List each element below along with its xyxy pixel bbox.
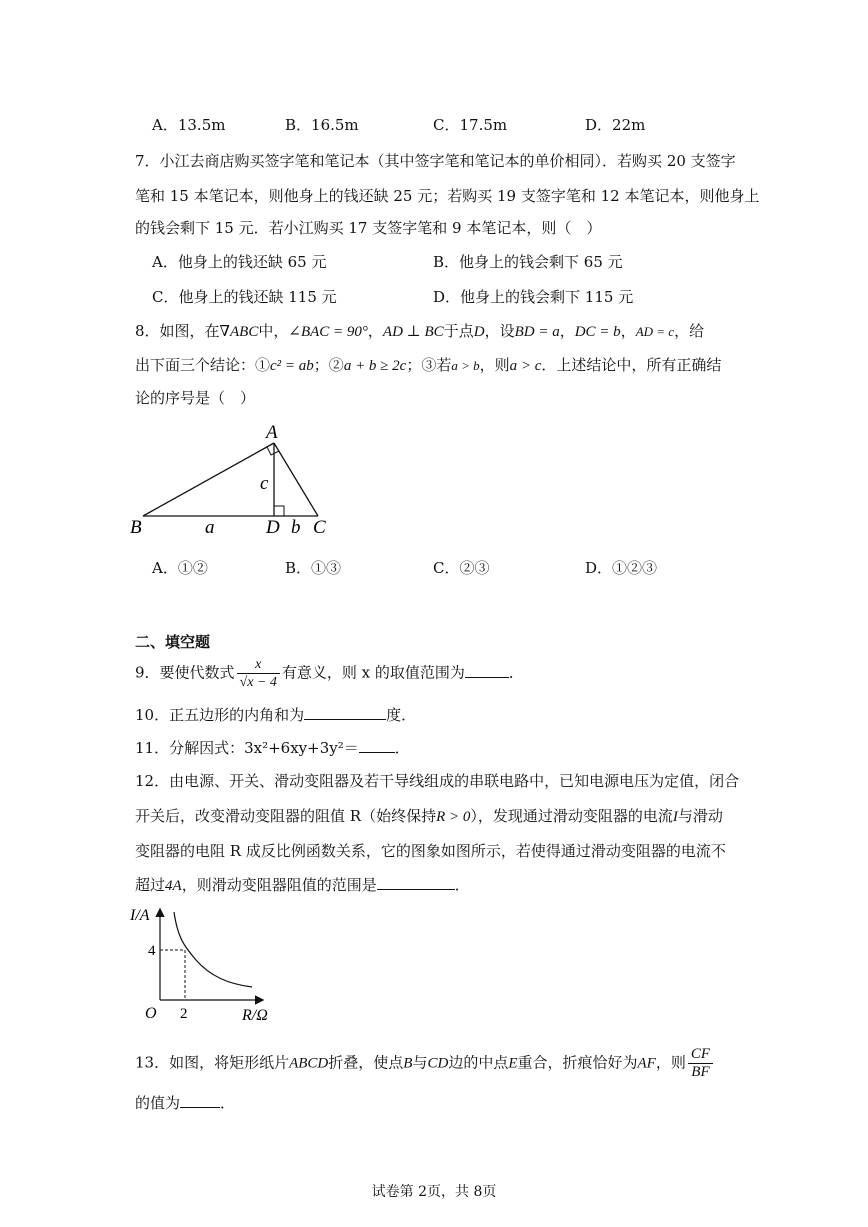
side-ab xyxy=(143,443,274,516)
q13-line-2: 的值为 ． xyxy=(135,1094,236,1112)
q10-answer-blank[interactable] xyxy=(304,705,386,720)
inverse-curve xyxy=(174,912,252,987)
q7-option-c: C．他身上的钱还缺 115 元 xyxy=(152,288,337,306)
x-axis-label: R/Ω xyxy=(242,1007,268,1024)
label-a-vertex: A xyxy=(266,422,278,443)
q13-answer-blank[interactable] xyxy=(180,1093,220,1108)
x-tick-2: 2 xyxy=(180,1006,188,1022)
y-axis-label: I/A xyxy=(130,907,150,924)
q12-line-1: 12．由电源、开关、滑动变阻器及若干导线组成的串联电路中，已知电源电压为定值，闭合 xyxy=(135,772,740,790)
q8-option-c: C．②③ xyxy=(433,559,490,577)
origin-label: O xyxy=(145,1005,157,1022)
q6-option-a: A．13.5m xyxy=(152,116,226,134)
label-d-vertex: D xyxy=(266,517,280,538)
q6-option-d: D．22m xyxy=(585,116,646,134)
q7-option-b: B．他身上的钱会剩下 65 元 xyxy=(433,253,623,271)
q6-option-b: B．16.5m xyxy=(285,116,359,134)
q8-option-d: D．①②③ xyxy=(585,559,658,577)
right-angle-mark-d xyxy=(274,506,284,516)
q12-line-2: 开关后，改变滑动变阻器的阻值 R（始终保持R > 0），发现通过滑动变阻器的电流I与滑动 xyxy=(135,807,723,825)
label-b-vertex: B xyxy=(130,517,142,538)
q10-line: 10．正五边形的内角和为 度． xyxy=(135,706,417,724)
q12-line-4: 超过4A，则滑动变阻器阻值的范围是 ． xyxy=(135,876,470,894)
q8-option-b: B．①③ xyxy=(285,559,342,577)
y-tick-4: 4 xyxy=(148,943,156,959)
label-c-vertex: C xyxy=(313,517,326,538)
q8-triangle-figure xyxy=(128,418,338,543)
q8-line-3: 论的序号是（ ） xyxy=(135,389,256,407)
q8-line-2: 出下面三个结论：①c² = ab；②a + b ≥ 2c；③若a > b，则a > c．上述结论中，所有正确结 xyxy=(135,356,722,374)
label-b-length: b xyxy=(291,517,301,538)
side-ac xyxy=(274,443,318,516)
label-a-length: a xyxy=(205,517,215,538)
page-footer: 试卷第 2页，共 8页 xyxy=(371,1184,497,1200)
q7-line-2: 笔和 15 本笔记本，则他身上的钱还缺 25 元；若购买 19 支签字笔和 12 本笔记本，则他身上 xyxy=(135,187,760,205)
q12-graph xyxy=(128,900,278,1025)
q8-line-1: 8．如图，在∇ABC中，∠BAC = 90°，AD ⊥ BC于点D，设BD = a，DC = b，AD = c，给 xyxy=(135,322,705,340)
q7-option-a: A．他身上的钱还缺 65 元 xyxy=(152,253,327,271)
q13-fraction: $\frac{CF}{BF}$ xyxy=(688,1046,713,1081)
q8-option-a: A．①② xyxy=(152,559,208,577)
q9-line: 9．要使代数式 $\frac{x}{√x - 4}$ 有意义，则 x 的取值范围为 ． xyxy=(135,657,524,690)
q6-option-c: C．17.5m xyxy=(433,116,508,134)
q7-option-d: D．他身上的钱会剩下 115 元 xyxy=(433,288,634,306)
q9-answer-blank[interactable] xyxy=(465,663,509,678)
q11-line: 11．分解因式：3x²+6xy+3y²＝ ． xyxy=(135,739,410,757)
q12-line-3: 变阻器的电阻 R 成反比例函数关系，它的图象如图所示，若使得通过滑动变阻器的电流不 xyxy=(135,842,726,860)
q9-fraction: $\frac{x}{√x - 4}$ xyxy=(237,656,280,691)
q12-answer-blank[interactable] xyxy=(377,875,455,890)
q7-line-1: 7．小江去商店购买签字笔和笔记本（其中签字笔和笔记本的单价相同）．若购买 20 支签字 xyxy=(135,152,736,170)
label-c-length: c xyxy=(260,473,269,494)
q13-line-1: 13．如图，将矩形纸片ABCD折叠，使点B与CD边的中点E重合，折痕恰好为AF，则 $\frac{CF}{BF}$ xyxy=(135,1046,715,1081)
q7-line-3: 的钱会剩下 15 元．若小江购买 17 支签字笔和 9 本笔记本，则（ ） xyxy=(135,219,602,237)
section-title: 二、填空题 xyxy=(135,633,211,651)
q11-answer-blank[interactable] xyxy=(359,738,395,753)
